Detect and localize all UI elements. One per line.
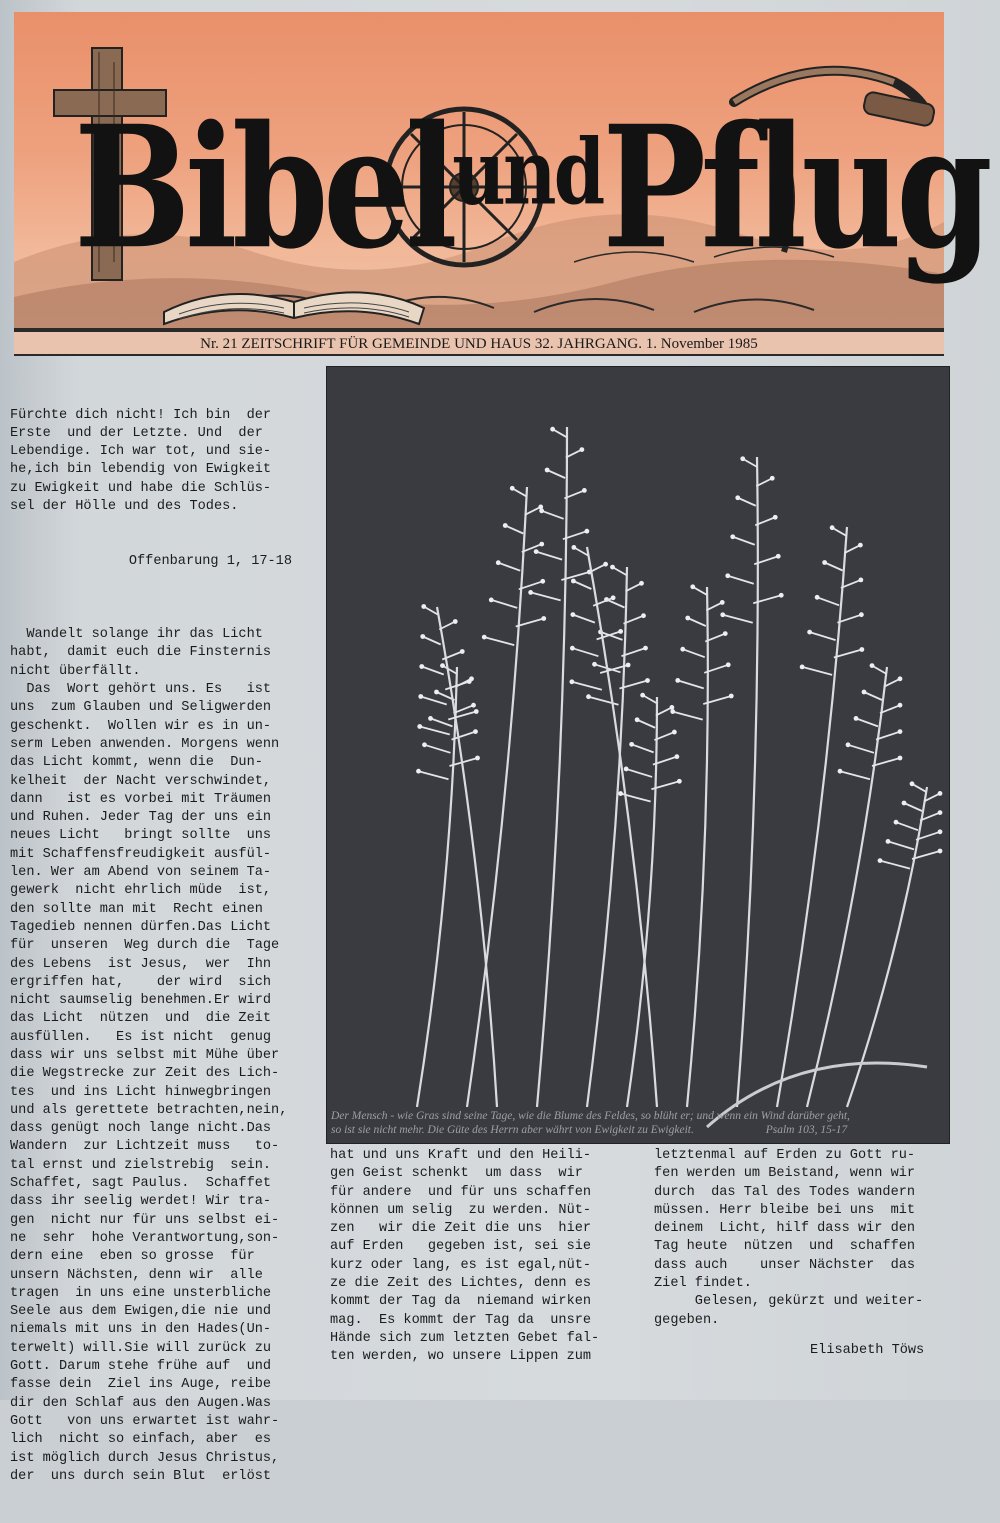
body-right-line: gegeben. bbox=[654, 1312, 720, 1328]
body-left-line: ne sehr hohe Verantwortung,son- bbox=[10, 1230, 280, 1246]
body-middle-line: gen Geist schenkt um dass wir bbox=[330, 1166, 583, 1182]
body-left-line: Gott von uns erwartet ist wahr- bbox=[10, 1413, 280, 1429]
photo-caption bbox=[331, 1109, 945, 1137]
body-right-line: Ziel findet. bbox=[654, 1276, 752, 1292]
body-right-line: deinem Licht, hilf dass wir den bbox=[654, 1221, 916, 1237]
body-left-line: mit Schaffensfreudigkeit ausfül- bbox=[10, 846, 272, 862]
body-middle-line: für andere und für uns schaffen bbox=[330, 1184, 592, 1200]
body-left-line: unsern Nächsten, denn wir alle bbox=[10, 1267, 263, 1283]
verse-reference: Offenbarung 1, 17-18 bbox=[128, 553, 292, 569]
grass-photo-image bbox=[327, 367, 949, 1143]
verse-line: he,ich bin lebendig von Ewigkeit bbox=[10, 462, 272, 478]
verse-line: Lebendige. Ich war tot, und sie- bbox=[10, 444, 272, 460]
body-left-line: ergriffen hat, der wird sich bbox=[10, 974, 272, 990]
body-left-line: gewerk nicht ehrlich müde ist, bbox=[10, 883, 272, 899]
body-right-line: Gelesen, gekürzt und weiter- bbox=[654, 1294, 924, 1310]
body-left-line: dern eine eben so grosse für bbox=[10, 1249, 255, 1265]
body-left-line: das Licht kommt, wenn die Dun- bbox=[10, 755, 263, 771]
body-left-line: Schaffet, sagt Paulus. Schaffet bbox=[10, 1176, 272, 1192]
caption-line-2: so ist sie nicht mehr. Die Güte des Herrn aber währt von Ewigkeit zu Ewigkeit. bbox=[331, 1124, 694, 1136]
body-left-line: niemals mit uns in den Hades(Un- bbox=[10, 1322, 272, 1338]
body-left-line: die Wegstrecke zur Zeit des Lich- bbox=[10, 1066, 280, 1082]
body-right-line: Tag heute nützen und schaffen bbox=[654, 1239, 916, 1255]
body-left-line: habt, damit euch die Finsternis bbox=[10, 645, 272, 661]
body-left-line: gen nicht nur für uns selbst ei- bbox=[10, 1212, 280, 1228]
body-middle-line: Hände sich zum letzten Gebet fal- bbox=[330, 1330, 600, 1346]
verse-line: Fürchte dich nicht! Ich bin der bbox=[10, 407, 272, 423]
body-left-line: und Ruhen. Jeder Tag der uns ein bbox=[10, 810, 272, 826]
article-body-left bbox=[10, 608, 296, 1486]
verse-line: Erste und der Letzte. Und der bbox=[10, 425, 263, 441]
body-middle-line: mag. Es kommt der Tag da unsre bbox=[330, 1312, 592, 1328]
body-middle-line: ze die Zeit des Lichtes, denn es bbox=[330, 1276, 592, 1292]
body-left-line: terwelt) will.Sie will zurück zu bbox=[10, 1340, 272, 1356]
body-left-line: geschenkt. Wollen wir es in un- bbox=[10, 718, 272, 734]
masthead-title bbox=[74, 89, 988, 287]
verse-line: zu Ewigkeit und habe die Schlüs- bbox=[10, 480, 272, 496]
caption-reference: Psalm 103, 15-17 bbox=[765, 1124, 848, 1136]
title-und: und bbox=[452, 119, 603, 225]
masthead bbox=[14, 12, 988, 330]
body-right-line: letztenmal auf Erden zu Gott ru- bbox=[654, 1148, 916, 1163]
body-middle-line: kommt der Tag da niemand wirken bbox=[330, 1294, 592, 1310]
grass-photo bbox=[326, 366, 950, 1144]
body-left-line: Das Wort gehört uns. Es ist bbox=[10, 682, 272, 698]
body-left-line: Wandern zur Lichtzeit muss to- bbox=[10, 1139, 280, 1155]
body-left-line: tes und ins Licht hinwegbringen bbox=[10, 1084, 272, 1100]
body-middle-line: kurz oder lang, es ist egal,nüt- bbox=[330, 1257, 592, 1273]
title-bibel: Bibel bbox=[74, 89, 453, 287]
opening-verse bbox=[10, 407, 296, 517]
body-middle-line: ten werden, wo unsere Lippen zum bbox=[330, 1349, 592, 1365]
body-middle-line: zen wir die Zeit die uns hier bbox=[330, 1221, 592, 1237]
body-left-line: nicht überfällt. bbox=[10, 663, 141, 679]
column-left bbox=[10, 370, 296, 1523]
body-left-line: und als gerettete betrachten,nein, bbox=[10, 1102, 288, 1118]
body-left-line: dann ist es vorbei mit Träumen bbox=[10, 791, 272, 807]
body-left-line: ausfüllen. Es ist nicht genug bbox=[10, 1029, 272, 1045]
author-signature: Elisabeth Töws bbox=[810, 1343, 925, 1358]
body-left-line: Gott. Darum stehe frühe auf und bbox=[10, 1359, 272, 1375]
body-right-line: müssen. Herr bleibe bei uns mit bbox=[654, 1202, 916, 1218]
title-pflug: Pflug bbox=[602, 89, 988, 287]
body-left-line: kelheit der Nacht verschwindet, bbox=[10, 773, 272, 789]
body-left-line: neues Licht bringt sollte uns bbox=[10, 828, 272, 844]
body-left-line: dass genügt noch lange nicht.Das bbox=[10, 1121, 272, 1137]
body-left-line: Tagedieb nennen dürfen.Das Licht bbox=[10, 919, 272, 935]
body-left-line: dass wir uns selbst mit Mühe über bbox=[10, 1047, 280, 1063]
body-left-line: den sollte man mit Recht einen bbox=[10, 901, 263, 917]
body-left-line: Seele aus dem Ewigen,die nie und bbox=[10, 1304, 272, 1320]
body-left-line: tal ernst und zielstrebig sein. bbox=[10, 1157, 272, 1173]
body-left-line bbox=[10, 608, 296, 626]
body-left-line: der uns durch sein Blut erlöst bbox=[10, 1468, 272, 1484]
body-middle-line: auf Erden gegeben ist, sei sie bbox=[330, 1239, 592, 1255]
body-right-line: fen werden um Beistand, wenn wir bbox=[654, 1166, 916, 1182]
body-left-line: serm Leben anwenden. Morgens wenn bbox=[10, 736, 280, 752]
body-left-line: nicht saumselig benehmen.Er wird bbox=[10, 993, 272, 1009]
verse-line: sel der Hölle und des Todes. bbox=[10, 499, 239, 515]
body-left-line: das Licht nützen und die Zeit bbox=[10, 1011, 272, 1027]
caption-line-1: Der Mensch - wie Gras sind seine Tage, wie die Blume des Feldes, so blüht er; und wenn ein Wind darüber geht, bbox=[331, 1110, 850, 1122]
article-body-right bbox=[654, 1147, 946, 1330]
article-body-middle bbox=[330, 1147, 622, 1367]
body-left-line: ist möglich durch Jesus Christus, bbox=[10, 1450, 280, 1466]
body-middle-line: hat und uns Kraft und den Heili- bbox=[330, 1148, 592, 1163]
body-left-line: lich nicht so einfach, aber es bbox=[10, 1432, 272, 1448]
body-left-line: tragen in uns eine unsterbliche bbox=[10, 1285, 272, 1301]
body-left-line: dass ihr seelig werdet! Wir tra- bbox=[10, 1194, 272, 1210]
body-right-line: dass auch unser Nächster das bbox=[654, 1257, 916, 1273]
body-left-line: des Lebens ist Jesus, wer Ihn bbox=[10, 956, 272, 972]
body-left-line: für unseren Weg durch die Tage bbox=[10, 938, 280, 954]
body-middle-line: können um selig zu werden. Nüt- bbox=[330, 1202, 592, 1218]
body-left-line: dir den Schlaf aus den Augen.Was bbox=[10, 1395, 272, 1411]
body-left-line: uns zum Glauben und Seligwerden bbox=[10, 700, 272, 716]
body-left-line: fasse dein Ziel ins Auge, reibe bbox=[10, 1377, 272, 1393]
body-right-line: durch das Tal des Todes wandern bbox=[654, 1184, 916, 1200]
issue-line: Nr. 21 ZEITSCHRIFT FÜR GEMEINDE UND HAUS 32. JAHRGANG. 1. November 1985 bbox=[14, 330, 944, 356]
body-left-line: Wandelt solange ihr das Licht bbox=[10, 627, 263, 643]
body-left-line: len. Wer am Abend von seinem Ta- bbox=[10, 865, 272, 881]
